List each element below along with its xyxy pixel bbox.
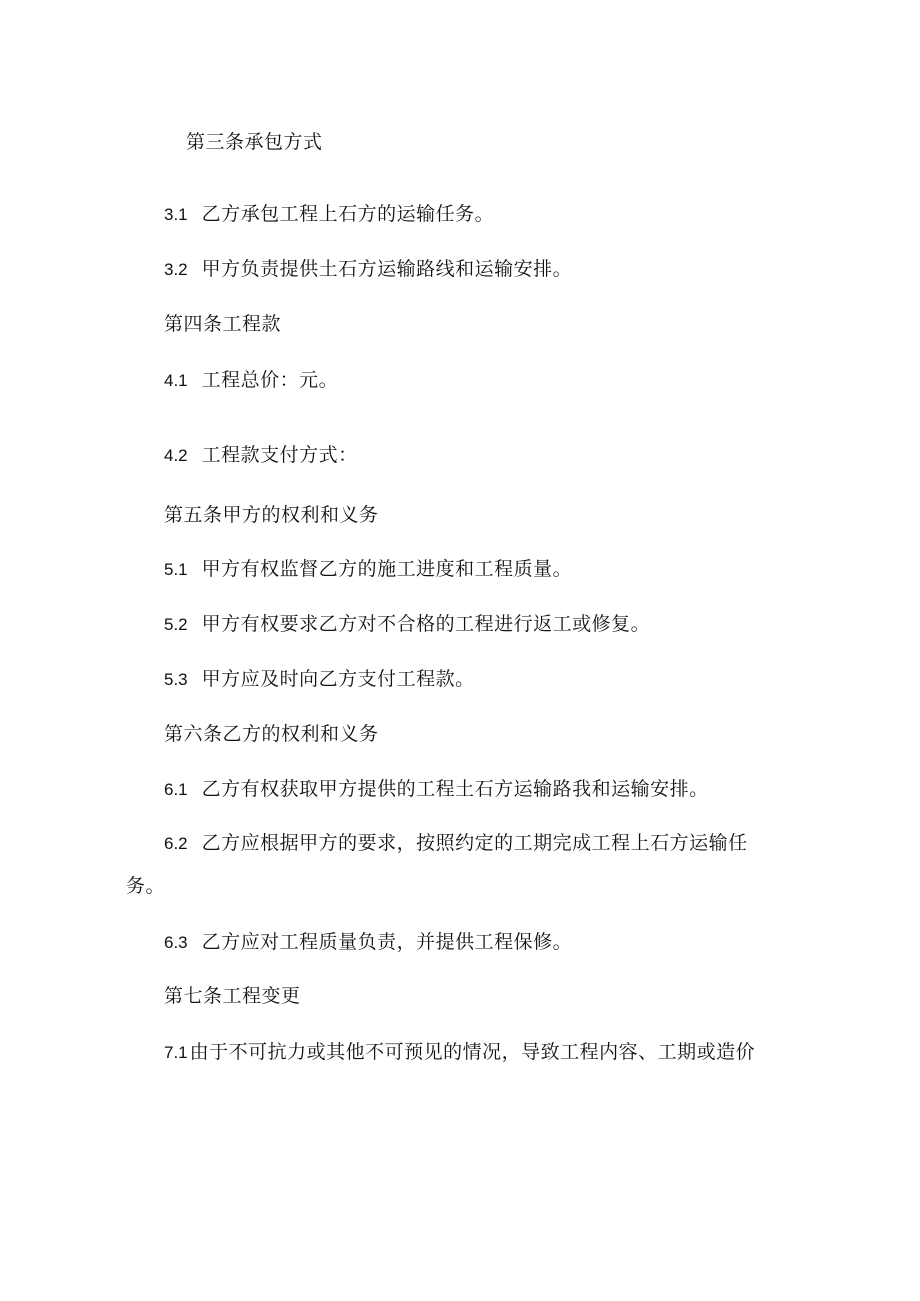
- clause-number: 3.1: [164, 205, 188, 224]
- clause-number: 4.2: [164, 446, 188, 465]
- clause-text: 甲方有权监督乙方的施工进度和工程质量。: [201, 558, 573, 580]
- clause-4-2: [164, 443, 358, 468]
- clause-4-1: [164, 368, 338, 393]
- clause-6-3: [164, 930, 572, 955]
- article-3-heading: [186, 130, 323, 154]
- clause-text: 工程总价：元。: [201, 369, 339, 391]
- clause-number: 5.1: [164, 560, 188, 579]
- clause-text: 由于不可抗力或其他不可预见的情况，导致工程内容、工期或造价: [189, 1041, 756, 1063]
- line-text: 第七条工程变更: [164, 985, 301, 1007]
- clause-number: 6.2: [164, 834, 188, 853]
- clause-5-3: [164, 667, 475, 692]
- clause-text: 乙方承包工程上石方的运输任务。: [201, 203, 495, 225]
- line-text: 第五条甲方的权利和义务: [164, 504, 379, 526]
- article-6-heading: [164, 722, 379, 746]
- clause-3-2: [164, 257, 572, 282]
- clause-text: 乙方应根据甲方的要求，按照约定的工期完成工程上石方运输任: [201, 832, 748, 854]
- clause-5-1: [164, 557, 572, 582]
- clause-text: 甲方有权要求乙方对不合格的工程进行返工或修复。: [201, 613, 651, 635]
- article-4-heading: [164, 312, 281, 336]
- line-text: 第三条承包方式: [186, 131, 323, 153]
- clause-number: 3.2: [164, 260, 188, 279]
- clause-6-1: [164, 777, 709, 802]
- clause-text: 甲方应及时向乙方支付工程款。: [201, 668, 475, 690]
- line-text: 第六条乙方的权利和义务: [164, 723, 379, 745]
- clause-6-2: [164, 831, 748, 856]
- clause-number: 6.3: [164, 933, 188, 952]
- article-5-heading: [164, 503, 379, 527]
- clause-number: 5.3: [164, 670, 188, 689]
- line-text: 务。: [126, 875, 166, 897]
- article-7-heading: [164, 984, 301, 1008]
- clause-text: 乙方有权获取甲方提供的工程土石方运输路我和运输安排。: [201, 778, 709, 800]
- line-text: 第四条工程款: [164, 313, 282, 335]
- clause-text: 工程款支付方式：: [201, 444, 358, 466]
- clause-3-1: [164, 202, 494, 227]
- clause-6-2-continuation: [126, 874, 165, 898]
- clause-number: 5.2: [164, 615, 188, 634]
- clause-5-2: [164, 612, 650, 637]
- clause-number: 4.1: [164, 371, 188, 390]
- clause-number: 6.1: [164, 780, 188, 799]
- clause-number: 7.1: [164, 1043, 188, 1062]
- clause-7-1: [164, 1040, 755, 1065]
- clause-text: 乙方应对工程质量负责，并提供工程保修。: [201, 931, 573, 953]
- clause-text: 甲方负责提供土石方运输路线和运输安排。: [201, 258, 573, 280]
